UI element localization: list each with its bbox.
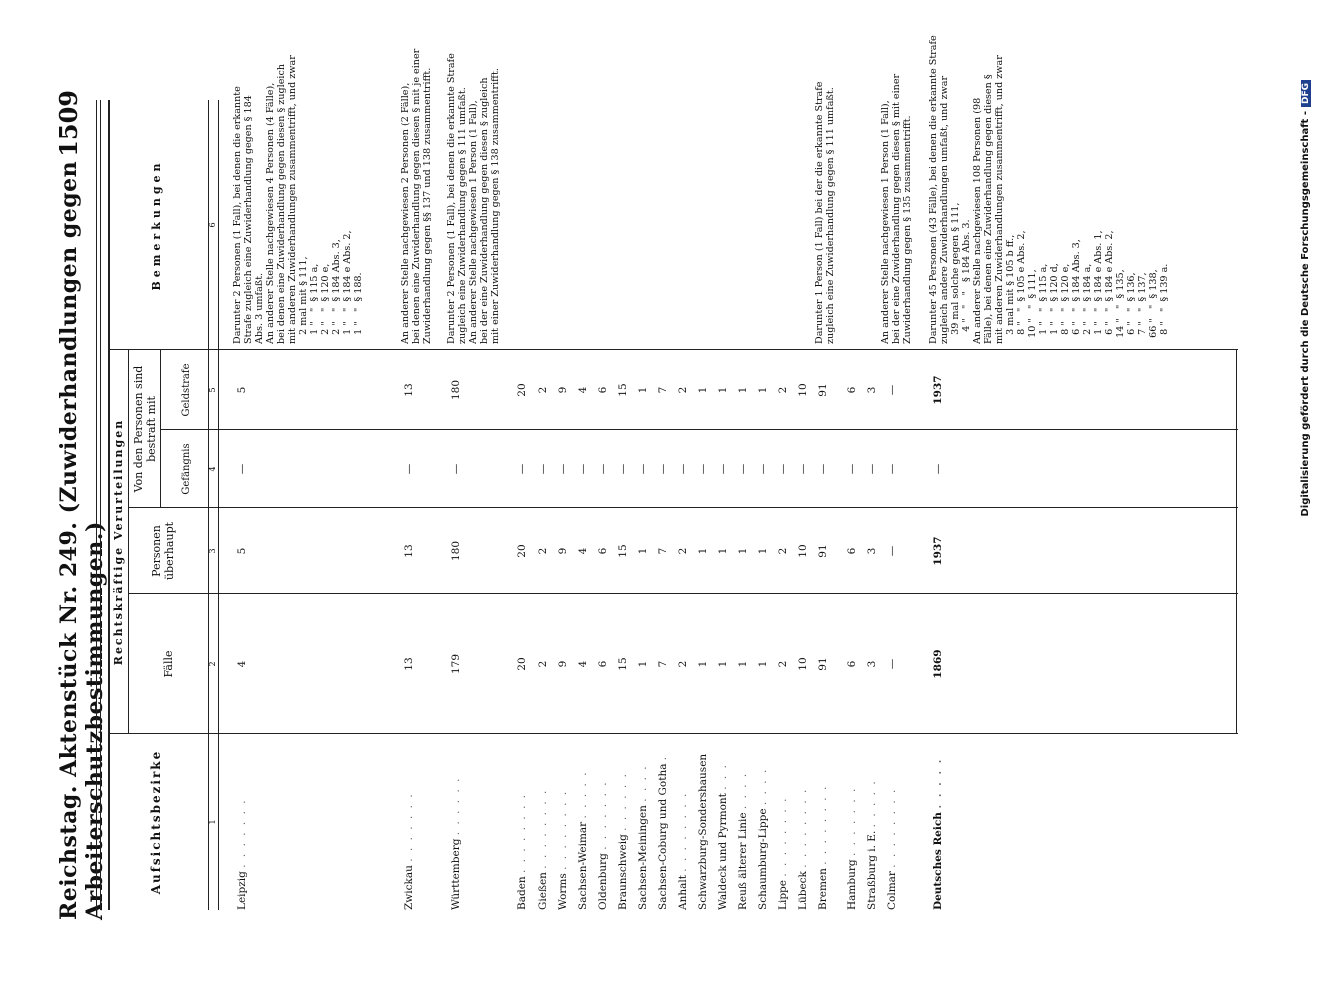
table-row-district: Anhalt . . . . . . . .	[677, 791, 689, 910]
colnum-6: 6	[208, 222, 217, 228]
table-cell-fine: —	[886, 384, 898, 396]
table-cell-persons: 7	[657, 547, 669, 555]
table-cell-cases: 3	[866, 660, 878, 668]
table-cell-fine: 7	[657, 386, 669, 394]
table-cell-cases: 91	[817, 657, 829, 671]
table-row-district: Baden . . . . . . . .	[516, 792, 528, 910]
table-cell-fine: 1	[697, 386, 709, 394]
table-cell-persons: 13	[403, 544, 415, 558]
dfg-logo: DFG	[1301, 80, 1311, 107]
table-cell-prison-total: —	[932, 463, 944, 475]
header-rule-2	[100, 100, 101, 910]
table-cell-cases: 1	[757, 660, 769, 668]
table-cell-prison: —	[537, 463, 549, 475]
footer-text: Digitalisierung gefördert durch die Deutsche Forschungsgemeinschaft -	[1300, 111, 1311, 517]
table-cell-prison: —	[737, 463, 749, 475]
header-of-persons: Von den Personen sind bestraft mit	[132, 365, 158, 493]
table-row-district: Oldenburg . . . . . . .	[597, 780, 609, 910]
table-cell-prison: —	[657, 463, 669, 475]
table-row-district: Waldeck und Pyrmont . . .	[717, 763, 729, 910]
table-cell-cases: —	[886, 658, 898, 670]
table-cell-prison: —	[846, 463, 858, 475]
table-cell-persons: 20	[516, 544, 528, 558]
table-cell-prison: —	[717, 463, 729, 475]
table-cell-fine: 10	[797, 383, 809, 397]
table-cell-prison: —	[677, 463, 689, 475]
table-cell-persons: 2	[537, 547, 549, 555]
table-cell-persons: 10	[797, 544, 809, 558]
table-cell-persons: 1	[757, 547, 769, 555]
table-cell-cases: 1	[637, 660, 649, 668]
table-cell-cases: 1	[737, 660, 749, 668]
table-cell-prison: —	[403, 463, 415, 475]
colnum-3: 3	[208, 548, 217, 554]
table-cell-fine: 2	[537, 386, 549, 394]
table-row-district: Zwickau . . . . . . .	[403, 792, 415, 910]
table-cell-fine: 2	[677, 386, 689, 394]
table-cell-prison: —	[757, 463, 769, 475]
table-row-district-total: Deutsches Reich . . . . .	[932, 757, 944, 910]
table-cell-cases: 15	[617, 657, 629, 671]
remark-leipzig: Darunter 2 Personen (1 Fall), bei denen die erkannte Strafe zugleich eine Zuwiderhandlung gegen § 184 Abs. 3 umfaßt. An anderer Stelle nachgewiesen 4 Personen (4 Fälle), bei denen eine Zuwiderhandlung gegen diesen § zugleich mit anderen Zuwiderhandlungen zusammentrifft, und zwar 2 mal mit § 111, 1 " " § 115 a, 2 " " § 120 e, 2 " " § 184 Abs. 3, 1 " " § 184 e Abs. 2, 1 " " § 188.	[232, 55, 364, 344]
table-row-district: Worms . . . . . . . .	[557, 789, 569, 910]
table-cell-fine: 13	[403, 383, 415, 397]
table-cell-fine-total: 1937	[932, 375, 944, 405]
table-row-district: Colmar . . . . . . . .	[886, 787, 898, 910]
table-cell-fine: 1	[637, 386, 649, 394]
table-cell-cases: 6	[846, 660, 858, 668]
table-cell-cases: 2	[677, 660, 689, 668]
table-row-district: Schaumburg-Lippe . . . .	[757, 767, 769, 910]
header-prison: Gefängnis	[181, 443, 192, 495]
table-cell-prison: —	[597, 463, 609, 475]
subgroup-rule	[160, 350, 161, 508]
table-cell-prison: —	[236, 463, 248, 475]
remark-reich: Darunter 45 Personen (43 Fälle), bei denen die erkannte Strafe zugleich andere Zuwiderhandlungen umfaßt, und zwar 39 mal solche gegen § 111, 4 " " " § 184 Abs. 3. An anderer Stelle nachgewiesen 108 Personen (98 Fälle), bei denen eine Zuwiderhandlung gegen diesen § mit anderen Zuwiderhandlungen zusammentrifft, und zwar 3 mal mit § 105 b ff., 8 " " § 105 e Abs. 2, 10 " " § 111, 1 " " § 115 a, 1 " " § 120 d, 8 " " § 120 e, 6 " " § 184 Abs. 3, 2 " " § 184 a, 1 " " § 184 e Abs. 1, 6 " " § 184 e Abs. 2, 14 " " § 135, 6 " " § 136, 7 " " § 137, 66 " " § 138, 8 " " § 139 a.	[928, 35, 1170, 344]
table-cell-fine: 1	[737, 386, 749, 394]
remark-zwickau: An anderer Stelle nachgewiesen 2 Personen (2 Fälle), bei denen eine Zuwiderhandlung gegen diesen § mit je einer Zuwiderhandlung gegen §§ 137 und 138 zusammentrifft.	[400, 48, 433, 344]
table-cell-prison: —	[797, 463, 809, 475]
table-cell-persons: 6	[846, 547, 858, 555]
group-rule	[128, 350, 129, 734]
table-cell-persons: 1	[717, 547, 729, 555]
table-cell-persons: 3	[866, 547, 878, 555]
table-row-district: Schwarzburg-Sondershausen	[697, 753, 709, 910]
table-row-district: Lippe . . . . . . . .	[777, 796, 789, 910]
table-row-district: Hamburg . . . . . . .	[846, 786, 858, 910]
table-cell-prison: —	[577, 463, 589, 475]
table-cell-persons: 6	[597, 547, 609, 555]
header-persons: Personen überhaupt	[150, 521, 176, 581]
colnum-rule	[218, 100, 219, 910]
table-cell-cases: 1	[717, 660, 729, 668]
colnum-5: 5	[208, 387, 217, 393]
page-header-title: Reichstag. Aktenstück Nr. 249. (Zuwiderhandlungen gegen Arbeiterschutzbestimmungen.)	[56, 160, 108, 920]
table-cell-fine: 20	[516, 383, 528, 397]
table-cell-cases-total: 1869	[932, 649, 944, 679]
table-cell-fine: 15	[617, 383, 629, 397]
table-row-district: Sachsen-Coburg und Gotha .	[657, 754, 669, 910]
table-cell-fine: 6	[846, 386, 858, 394]
page-number: 1509	[54, 90, 83, 157]
table-cell-fine: 6	[597, 386, 609, 394]
table-cell-cases: 2	[777, 660, 789, 668]
table-cell-cases: 9	[557, 660, 569, 668]
table-row-district: Gießen . . . . . . . .	[537, 788, 549, 910]
table-row-district: Straßburg i. E. . . . . .	[866, 779, 878, 910]
header-remarks: Bemerkungen	[150, 159, 163, 291]
table-cell-persons: 15	[617, 544, 629, 558]
table-cell-prison: —	[450, 463, 462, 475]
table-cell-fine: 1	[757, 386, 769, 394]
header-district: Aufsichtsbezirke	[149, 749, 163, 895]
table-cell-cases: 20	[516, 657, 528, 671]
table-cell-persons-total: 1937	[932, 536, 944, 566]
table-cell-prison: —	[697, 463, 709, 475]
table-row-district: Württemberg . . . . . .	[450, 776, 462, 910]
table-row-district: Braunschweig . . . . . .	[617, 772, 629, 910]
colnum-4: 4	[208, 466, 217, 472]
table-cell-persons: 9	[557, 547, 569, 555]
remark-bremen: Darunter 1 Person (1 Fall) bei der die erkannte Strafe zugleich eine Zuwiderhandlung gegen § 111 umfaßt.	[814, 81, 836, 344]
col-divider-1	[108, 733, 1238, 734]
table-cell-prison: —	[866, 463, 878, 475]
table-cell-persons: 1	[697, 547, 709, 555]
table-cell-prison: —	[557, 463, 569, 475]
table-cell-fine: 2	[777, 386, 789, 394]
header-fine: Geldstrafe	[181, 363, 192, 417]
table-cell-prison: —	[617, 463, 629, 475]
table-cell-fine: 9	[557, 386, 569, 394]
digitization-footer	[1300, 80, 1311, 920]
table-cell-cases: 179	[450, 653, 462, 675]
table-cell-prison: —	[777, 463, 789, 475]
table-cell-cases: 4	[577, 660, 589, 668]
table-cell-persons: 91	[817, 544, 829, 558]
table-row-district: Reuß älterer Linie . . . .	[737, 771, 749, 910]
table-cell-prison: —	[886, 463, 898, 475]
table-cell-persons: 1	[737, 547, 749, 555]
table-bottom-rule	[1236, 350, 1237, 734]
table-cell-persons: 4	[577, 547, 589, 555]
table-cell-persons: 180	[450, 540, 462, 562]
table-cell-fine: 180	[450, 379, 462, 401]
running-header	[48, 90, 108, 920]
table-cell-persons: —	[886, 545, 898, 557]
table-cell-cases: 6	[597, 660, 609, 668]
table-cell-prison: —	[516, 463, 528, 475]
table-row-district: Lübeck . . . . . . . .	[797, 787, 809, 910]
remark-wuerttemberg: Darunter 2 Personen (1 Fall), bei denen die erkannte Strafe zugleich eine Zuwiderhandlung gegen § 111 umfaßt. An anderer Stelle nachgewiesen 1 Person (1 Fall), bei der eine Zuwiderhandlung gegen diesen § zugleich mit einer Zuwiderhandlung gegen § 138 zusammentrifft.	[446, 53, 501, 344]
col-divider-5	[108, 349, 1238, 350]
table-top-rule	[108, 100, 110, 910]
table-cell-fine: 3	[866, 386, 878, 394]
header-convictions: Rechtskräftige Verurteilungen	[112, 418, 125, 666]
table-cell-cases: 4	[236, 660, 248, 668]
table-cell-fine: 1	[717, 386, 729, 394]
header-cases: Fälle	[162, 650, 175, 678]
colnum-2: 2	[208, 661, 217, 667]
table-cell-persons: 2	[677, 547, 689, 555]
table-cell-cases: 13	[403, 657, 415, 671]
table-row-district: Sachsen-Weimar . . . . .	[577, 770, 589, 910]
header-rule	[96, 100, 97, 910]
table-cell-persons: 2	[777, 547, 789, 555]
table-cell-fine: 4	[577, 386, 589, 394]
table-cell-cases: 7	[657, 660, 669, 668]
remark-colmar: An anderer Stelle nachgewiesen 1 Person (1 Fall), bei der eine Zuwiderhandlung gegen diesen § mit einer Zuwiderhandlung gegen § 135 zusammentrifft.	[880, 73, 913, 344]
table-cell-fine: 5	[236, 386, 248, 394]
table-cell-fine: 91	[817, 383, 829, 397]
table-cell-persons: 1	[637, 547, 649, 555]
table-cell-prison: —	[817, 463, 829, 475]
table-cell-cases: 10	[797, 657, 809, 671]
table-cell-cases: 2	[537, 660, 549, 668]
table-cell-cases: 1	[697, 660, 709, 668]
table-cell-persons: 5	[236, 547, 248, 555]
table-row-district: Leipzig . . . . . . .	[236, 798, 248, 910]
colnum-1: 1	[208, 819, 217, 825]
table-cell-prison: —	[637, 463, 649, 475]
table-row-district: Bremen . . . . . . . .	[817, 784, 829, 910]
table-row-district: Sachsen-Meiningen . . . .	[637, 764, 649, 910]
